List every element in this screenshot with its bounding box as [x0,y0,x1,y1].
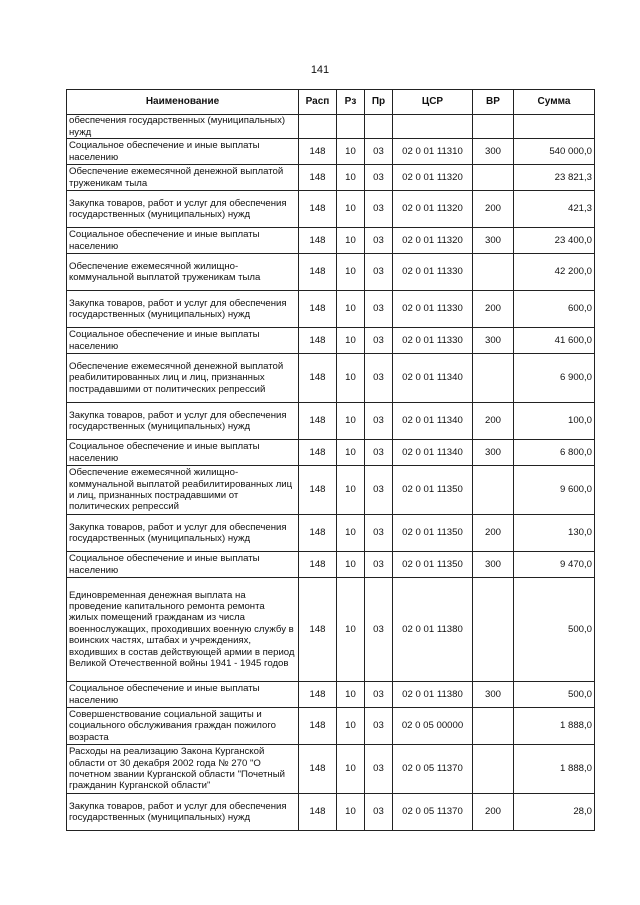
cell-vr [473,165,514,191]
cell-csr [393,115,473,139]
table-row [67,552,595,578]
cell-name: Обеспечение ежемесячной жилищно-коммунальной выплатой труженикам тыла [67,254,299,291]
cell-name: обеспечения государственных (муниципальных) нужд [67,115,299,139]
cell-rasp: 148 [299,515,337,552]
cell-csr: 02 0 01 11350 [393,552,473,578]
cell-csr: 02 0 01 11310 [393,139,473,165]
cell-sum: 130,0 [514,515,595,552]
table-row [67,403,595,440]
cell-pr [365,115,393,139]
cell-rz: 10 [337,466,365,515]
table-row [67,139,595,165]
budget-table [66,89,595,831]
cell-rz: 10 [337,578,365,682]
cell-vr [473,578,514,682]
table-row [67,228,595,254]
cell-rasp: 148 [299,328,337,354]
cell-pr: 03 [365,403,393,440]
cell-pr: 03 [365,794,393,831]
cell-rz: 10 [337,291,365,328]
cell-name: Единовременная денежная выплата на проведение капитального ремонта ремонта жилых помещений гражданам из числа военнослужащих, проходивших военную службу в воинских частях, штабах и учреждениях, входивших в состав действующей армии в период Великой Отечественной войны 1941 - 1945 годов [67,578,299,682]
cell-csr: 02 0 01 11330 [393,254,473,291]
cell-vr: 300 [473,328,514,354]
header-pr: Пр [365,90,393,115]
cell-vr [473,708,514,745]
table-header-row [67,90,595,115]
cell-name: Социальное обеспечение и иные выплаты населению [67,682,299,708]
cell-name: Социальное обеспечение и иные выплаты населению [67,440,299,466]
cell-pr: 03 [365,515,393,552]
cell-csr: 02 0 01 11340 [393,403,473,440]
table-row [67,794,595,831]
cell-vr [473,466,514,515]
cell-csr: 02 0 01 11350 [393,515,473,552]
cell-rasp: 148 [299,578,337,682]
cell-rz: 10 [337,254,365,291]
cell-sum: 540 000,0 [514,139,595,165]
cell-rasp: 148 [299,403,337,440]
cell-vr: 300 [473,440,514,466]
table-row [67,191,595,228]
cell-rasp: 148 [299,191,337,228]
cell-rz: 10 [337,708,365,745]
cell-rasp: 148 [299,291,337,328]
cell-pr: 03 [365,291,393,328]
cell-pr: 03 [365,139,393,165]
cell-rz: 10 [337,682,365,708]
cell-name: Обеспечение ежемесячной денежной выплатой труженикам тыла [67,165,299,191]
cell-pr: 03 [365,578,393,682]
cell-csr: 02 0 05 11370 [393,745,473,794]
cell-rasp: 148 [299,466,337,515]
page-number: 141 [310,64,330,76]
cell-sum: 9 470,0 [514,552,595,578]
cell-sum: 23 400,0 [514,228,595,254]
cell-name: Социальное обеспечение и иные выплаты населению [67,328,299,354]
cell-vr [473,354,514,403]
cell-sum: 6 900,0 [514,354,595,403]
cell-rz: 10 [337,552,365,578]
header-vr: ВР [473,90,514,115]
cell-pr: 03 [365,165,393,191]
cell-name: Расходы на реализацию Закона Курганской области от 30 декабря 2002 года № 270 "О почетном звании Курганской области "Почетный гражданин Курганской области" [67,745,299,794]
cell-rasp [299,115,337,139]
cell-pr: 03 [365,708,393,745]
cell-rz: 10 [337,794,365,831]
cell-csr: 02 0 05 11370 [393,794,473,831]
cell-rz: 10 [337,440,365,466]
cell-vr [473,254,514,291]
cell-csr: 02 0 01 11330 [393,328,473,354]
cell-vr: 300 [473,682,514,708]
cell-pr: 03 [365,552,393,578]
table-body [67,115,595,831]
cell-rasp: 148 [299,165,337,191]
cell-name: Обеспечение ежемесячной жилищно-коммунальной выплатой реабилитированных лиц и лиц, признанных пострадавшими от политических репрессий [67,466,299,515]
cell-name: Обеспечение ежемесячной денежной выплатой реабилитированных лиц и лиц, признанных пострадавшими от политических репрессий [67,354,299,403]
cell-vr [473,115,514,139]
cell-rasp: 148 [299,682,337,708]
cell-pr: 03 [365,440,393,466]
cell-csr: 02 0 01 11380 [393,578,473,682]
header-rz: Рз [337,90,365,115]
cell-pr: 03 [365,466,393,515]
cell-sum: 500,0 [514,682,595,708]
cell-name: Закупка товаров, работ и услуг для обеспечения государственных (муниципальных) нужд [67,291,299,328]
cell-vr: 300 [473,552,514,578]
cell-csr: 02 0 01 11330 [393,291,473,328]
cell-rz: 10 [337,228,365,254]
table-row [67,328,595,354]
table-row [67,291,595,328]
cell-rz: 10 [337,191,365,228]
cell-name: Закупка товаров, работ и услуг для обеспечения государственных (муниципальных) нужд [67,403,299,440]
cell-rasp: 148 [299,440,337,466]
table-row [67,440,595,466]
cell-csr: 02 0 01 11380 [393,682,473,708]
cell-rz: 10 [337,139,365,165]
cell-sum: 1 888,0 [514,745,595,794]
cell-vr: 300 [473,228,514,254]
cell-pr: 03 [365,191,393,228]
cell-sum: 500,0 [514,578,595,682]
cell-vr: 300 [473,139,514,165]
cell-pr: 03 [365,745,393,794]
cell-csr: 02 0 01 11320 [393,191,473,228]
cell-name: Социальное обеспечение и иные выплаты населению [67,228,299,254]
cell-sum [514,115,595,139]
table-row [67,466,595,515]
header-sum: Сумма [514,90,595,115]
table-row [67,115,595,139]
cell-rz: 10 [337,403,365,440]
cell-pr: 03 [365,228,393,254]
cell-name: Совершенствование социальной защиты и социального обслуживания граждан пожилого возраста [67,708,299,745]
table-row [67,708,595,745]
header-csr: ЦСР [393,90,473,115]
cell-vr: 200 [473,515,514,552]
cell-vr: 200 [473,191,514,228]
cell-name: Закупка товаров, работ и услуг для обеспечения государственных (муниципальных) нужд [67,794,299,831]
cell-sum: 6 800,0 [514,440,595,466]
cell-csr: 02 0 05 00000 [393,708,473,745]
cell-rasp: 148 [299,354,337,403]
cell-name: Закупка товаров, работ и услуг для обеспечения государственных (муниципальных) нужд [67,191,299,228]
cell-vr: 200 [473,403,514,440]
cell-rz: 10 [337,745,365,794]
cell-vr: 200 [473,794,514,831]
cell-csr: 02 0 01 11340 [393,440,473,466]
cell-sum: 42 200,0 [514,254,595,291]
table-row [67,578,595,682]
cell-sum: 100,0 [514,403,595,440]
table-row [67,254,595,291]
cell-sum: 9 600,0 [514,466,595,515]
cell-rz: 10 [337,328,365,354]
cell-sum: 600,0 [514,291,595,328]
cell-pr: 03 [365,354,393,403]
cell-sum: 421,3 [514,191,595,228]
cell-csr: 02 0 01 11350 [393,466,473,515]
cell-pr: 03 [365,254,393,291]
cell-name: Социальное обеспечение и иные выплаты населению [67,552,299,578]
cell-rz: 10 [337,515,365,552]
cell-vr: 200 [473,291,514,328]
cell-rasp: 148 [299,228,337,254]
cell-pr: 03 [365,682,393,708]
table-row [67,745,595,794]
header-name: Наименование [67,90,299,115]
table-row [67,165,595,191]
table-row [67,682,595,708]
cell-rasp: 148 [299,254,337,291]
cell-rasp: 148 [299,552,337,578]
cell-rasp: 148 [299,745,337,794]
table-row [67,515,595,552]
cell-csr: 02 0 01 11340 [393,354,473,403]
cell-rasp: 148 [299,139,337,165]
cell-rasp: 148 [299,708,337,745]
cell-rz [337,115,365,139]
header-rasp: Расп [299,90,337,115]
cell-rz: 10 [337,165,365,191]
cell-vr [473,745,514,794]
table-row [67,354,595,403]
cell-pr: 03 [365,328,393,354]
cell-rasp: 148 [299,794,337,831]
cell-name: Социальное обеспечение и иные выплаты населению [67,139,299,165]
cell-sum: 28,0 [514,794,595,831]
cell-sum: 1 888,0 [514,708,595,745]
cell-sum: 23 821,3 [514,165,595,191]
cell-csr: 02 0 01 11320 [393,228,473,254]
cell-name: Закупка товаров, работ и услуг для обеспечения государственных (муниципальных) нужд [67,515,299,552]
cell-csr: 02 0 01 11320 [393,165,473,191]
cell-sum: 41 600,0 [514,328,595,354]
cell-rz: 10 [337,354,365,403]
